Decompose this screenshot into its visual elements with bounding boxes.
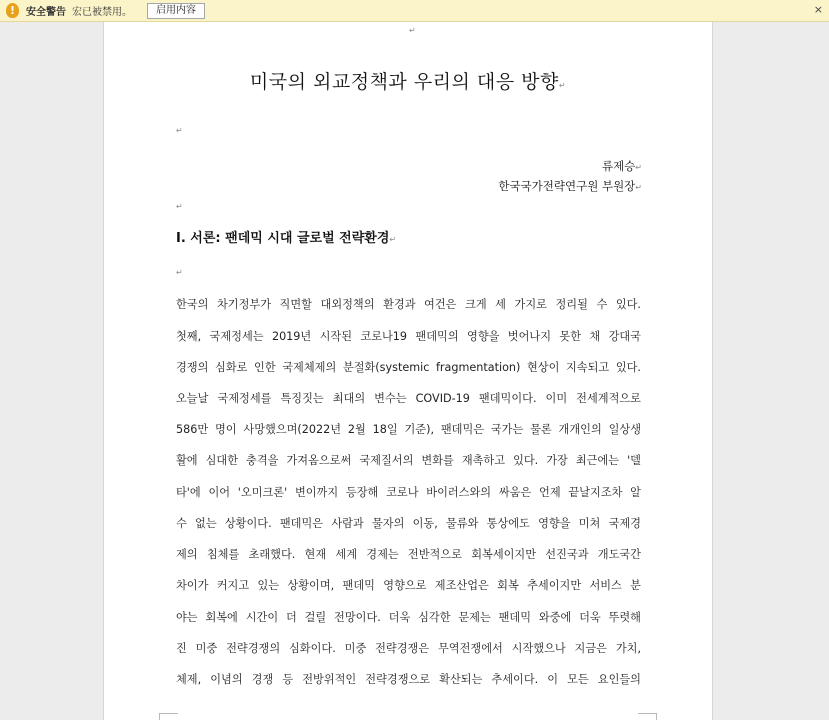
paragraph-mark: ↵: [409, 26, 416, 35]
document-page[interactable]: [103, 22, 713, 720]
paragraph-line: 제의 침체를 초래했다. 현재 세계 경제는 전반적으로 회복세이지만 선진국과 개도국간: [176, 548, 641, 561]
close-icon[interactable]: ×: [813, 3, 823, 16]
security-warning-message: 宏已被禁用。: [72, 7, 132, 18]
paragraph-mark: ↵: [635, 183, 642, 192]
author-name-text: 류제승: [601, 159, 636, 173]
page-corner-mark: [159, 713, 178, 720]
section-heading: [176, 227, 396, 246]
warning-icon: !: [6, 3, 19, 18]
page-corner-mark: [638, 713, 657, 720]
paragraph-line: 활에 심대한 충격을 가져옴으로써 국제질서의 변화를 재촉하고 있다. 가장 최근에는 '델: [176, 454, 641, 467]
paragraph-mark: ↵: [176, 268, 183, 277]
paragraph-line: 수 없는 상황이다. 팬데믹은 사람과 물자의 이동, 물류와 통상에도 영향을 미쳐 국제경: [176, 517, 641, 530]
paragraph-line: 경쟁의 심화로 인한 국제체제의 분절화(systemic fragmentation) 현상이 지속되고 있다.: [176, 361, 641, 374]
paragraph-line: 차이가 커지고 있는 상황이며, 팬데믹 영향으로 제조산업은 회복 추세이지만 서비스 분: [176, 579, 641, 592]
paragraph-mark: ↵: [558, 81, 567, 90]
paragraph-line: 타'에 이어 '오미크론' 변이까지 등장해 코로나 바이러스와의 싸움은 언제 끝날지조차 알: [176, 486, 641, 499]
paragraph-line: 진 미중 전략경쟁의 심화이다. 미중 전략경쟁은 무역전쟁에서 시작했으나 지금은 가치,: [176, 642, 641, 655]
enable-content-button[interactable]: 启用内容: [147, 3, 205, 19]
paragraph-mark: ↵: [176, 126, 183, 135]
security-warning-bar: [0, 0, 829, 22]
author-affiliation: [498, 178, 642, 194]
paragraph-mark: ↵: [635, 163, 642, 172]
security-warning-title: 安全警告: [26, 7, 66, 18]
paragraph-line: 체제, 이념의 경쟁 등 전방위적인 전략경쟁으로 확산되는 추세이다. 이 모든 요인들의: [176, 673, 641, 686]
section-heading-text: I. 서론: 팬데믹 시대 글로벌 전략환경: [176, 231, 390, 246]
document-title-text: 미국의 외교정책과 우리의 대응 방향: [249, 71, 559, 93]
paragraph-mark: ↵: [176, 202, 183, 211]
author-name: [602, 158, 642, 174]
paragraph-mark: ↵: [389, 235, 397, 244]
paragraph-line: 첫째, 국제정세는 2019년 시작된 코로나19 팬데믹의 영향을 벗어나지 못한 채 강대국: [176, 330, 641, 343]
paragraph-line: 오늘날 국제정세를 특징짓는 최대의 변수는 COVID-19 팬데믹이다. 이미 전세계적으로: [176, 392, 641, 405]
paragraph-line: 586만 명이 사망했으며(2022년 2월 18일 기준), 팬데믹은 국가는 물론 개개인의 일상생: [176, 423, 641, 436]
author-affiliation-text: 한국국가전략연구원 부원장: [498, 179, 636, 193]
paragraph-line: 야는 회복에 시간이 더 걸릴 전망이다. 더욱 심각한 문제는 팬데믹 와중에 더욱 뚜렷해: [176, 611, 641, 624]
document-title: [104, 67, 712, 94]
paragraph-line: 한국의 차기정부가 직면할 대외정책의 환경과 여건은 크게 세 가지로 정리될 수 있다.: [176, 298, 641, 311]
